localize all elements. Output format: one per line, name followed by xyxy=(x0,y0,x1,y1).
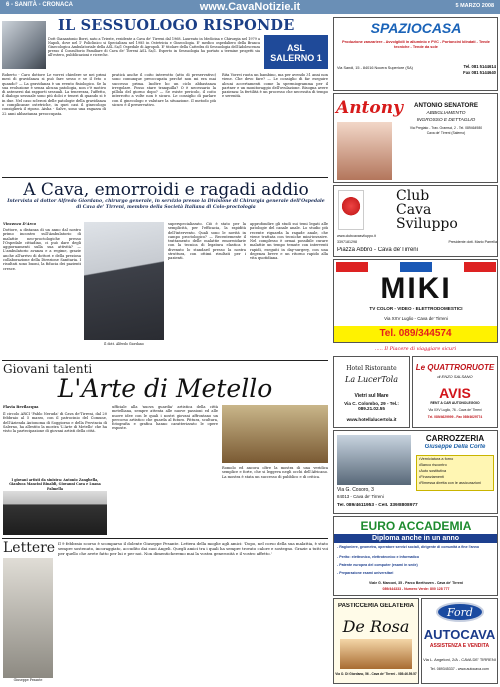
lucertola-hotel: Hotel Ristorante xyxy=(346,365,397,372)
miki-ad[interactable] xyxy=(333,259,498,343)
club-president: Presidente dott. Mario Parrella xyxy=(448,240,497,244)
course-item: - Ragioniere, geometra, operatore servizi sociali, dirigente di comunità a fine l'anno xyxy=(337,545,480,549)
senatore-model-photo xyxy=(337,122,392,180)
service-item: •Rimessa diretta con le assicurazioni xyxy=(419,481,481,485)
divider xyxy=(2,360,328,361)
club-title-3: Sviluppo xyxy=(396,216,458,232)
pasticceria-title: PASTICCERIA GELATERIA xyxy=(338,603,414,609)
asl-logo-text: ASL SALERNO 1 xyxy=(270,43,322,63)
club-tel: 3397181298 xyxy=(337,240,357,244)
autocava-address: Via L. Angeloni, 2/A - CAVA DE' TIRRENI xyxy=(423,657,496,662)
cake-photo xyxy=(340,639,412,669)
club-title-1: Club xyxy=(396,188,430,204)
ford-logo-text: Ford xyxy=(447,606,473,619)
metello-headline: L'Arte di Metello xyxy=(57,374,273,403)
euroaccademia-address: Viale G. Marconi, 35 - Parco Beethoven - Cava de' Tirreni xyxy=(369,581,463,585)
site-title[interactable]: www.CavaNotizie.it xyxy=(199,1,301,13)
metello-kicker: Giovani talenti xyxy=(3,362,93,376)
avis-address: Via XXV Luglio, 76 - Cava de' Tirreni xyxy=(428,408,482,412)
viaggiare-banner: ..... Il Piacere di viaggiare sicuri xyxy=(374,346,457,352)
club-title-2: Cava xyxy=(396,202,432,218)
spaziocasa-ad[interactable] xyxy=(333,17,498,91)
senatore-address: Via Pregiato - Trav. Gramsci, 2 - Tel. 089464980 xyxy=(409,126,483,130)
sessuologo-headline: IL SESSUOLOGO RISPONDE xyxy=(58,17,295,34)
carrozzeria-city: 84013 - Cava de' Tirreni xyxy=(337,494,384,499)
autocava-tagline: ASSISTENZA E VENDITA xyxy=(429,643,490,649)
young-artists-photo xyxy=(3,491,107,535)
carrozzeria-tel: Tel. 089/4611953 - Cell. 339/8808977 xyxy=(337,503,418,508)
divider xyxy=(2,177,328,178)
metello-photo-caption: I giovani artisti da sinistra: Antonio Zanghella, Gianluca Mancini Rinaldi, Giovanni Cava e Luana Palmella xyxy=(9,478,101,490)
sessuologo-col2: praticà anche il coito interrotto (atto di preservativo) sono comunque preoccupata perché non mi era mai successo prima. Inoltre ho un ciclo abbastanza irregolare. Posso stare tranquilla? O è necessario la pillola del giorno dopo? — Se esiste pericolo, il coito interrotto a volte non è sicuro. Le consiglio di parlare con il ginecologo e valutare la situazione. Il metodo più sicuro è il preservativo. xyxy=(112,73,216,108)
pasticceria-brand: De Rosa xyxy=(342,617,410,636)
emorroidi-col3: approfondire gli studi sui temi legati alle patologie del canale anale. Lo studio più recente riguarda la ragade anale, che viene trattata con tecniche mini-invasive. Nel complesso è ormai possibile curare malattie un tempo temute con interventi rapidi, eseguiti in day-surgery, con una degenza breve e un ritorno rapido alla vita quotidiana. xyxy=(250,222,328,261)
pasticceria-address: Via O. Di Giordano, 56 - Cava de' Tirreni - 089.46.59.57 xyxy=(335,672,417,676)
giordano-photo xyxy=(84,222,164,340)
page-section: 6 - SANITÀ - CRONACA xyxy=(6,2,73,8)
club-logo xyxy=(338,190,364,230)
emorroidi-subhead: Intervista al dottor Alfredo Giordano, chirurgo generale, in servizio presso la Divisione di Chirurgia generale dell'Ospedale di Cava de' Tirreni, membro della Società Italiana di Colo-proctologia xyxy=(7,199,325,210)
euroaccademia-ad[interactable] xyxy=(333,516,498,596)
emorroidi-byline: Vincenzo D'Arco xyxy=(3,222,36,226)
course-item: - Perito: elettronico, elettrotecnico e informatico xyxy=(337,555,420,559)
page-header xyxy=(0,0,500,14)
metello-col3: Romolo ed ancora oltre la mostra di una veridica semplice e forte, che si leggeva negli occhi dell'Africano. La mostra è stata un successo di pubblico e di critica. xyxy=(222,466,328,479)
club-url[interactable]: www.clubcavasviluppo.it xyxy=(337,234,376,238)
miki-address: Via XXV Luglio - Cava de' Tirreni xyxy=(384,316,448,321)
autocava-name: AUTOCAVA xyxy=(423,627,496,642)
sessuologo-col1: Roberto - Caro dottore Le vorrei chiedere se nei primi mesi di gravidanza si può fare sesso e se il feto o quando? — La gravidanza è un evento fisiologico. Se la sua evoluzione è senza alcuna patologia, non c'è motivo di astenersi dai rapporti sessuali. La tenerezza, l'affetto, il dialogo sessuale sono più dolci e teneri di quando si è in due. Nel caso sclerosi delle patologie della gravidanza o complicanze ostetriche, in quei casi il ginecologo consiglierà il riposo. Aisha - Salve, sono una ragazza di 22 anni abbastanza preoccupata. xyxy=(2,73,106,116)
spaziocasa-tagline: Produzione zanzariere - Avvolgibili in alluminio e PVC - Portoncini blindati - Tende tecniche - Tende da sole xyxy=(342,40,490,49)
pesante-photo xyxy=(3,558,53,678)
quattroruote-sub: di ENZO SALSANO xyxy=(437,374,473,379)
metello-col1: Il circolo ARCI 'Pablo Neruda' di Cava de'Tirreni, dal 20 febbraio al 5 marzo, con il patrocinio del Comune, dell'Azienda Autonoma di Soggiorno e della Provincia di Salerno, ha allestito la mostra 'L'Arte di Metello' che ha visto la partecipazione di giovani artisti della città. xyxy=(3,412,107,434)
miki-logo: MIKI xyxy=(380,274,452,304)
senatore-name: ANTONIO SENATORE xyxy=(414,102,478,109)
pesante-photo-caption: Giuseppe Pesante xyxy=(13,678,43,682)
euroaccademia-tel: 089/444333 - Numero Verde: 800 128 777 xyxy=(382,587,450,591)
carrozzeria-ad[interactable] xyxy=(333,430,498,514)
giordano-photo-caption: Il dott. Alfredo Giordano xyxy=(104,342,144,346)
lucertola-line2: Via C. Colombo, 29 - Tel.: 089.21.02.55 xyxy=(344,401,399,411)
club-location: Piazza Abbro - Cava de'Tirreni xyxy=(337,247,418,253)
lucertola-url[interactable]: www.hotellalucertola.it xyxy=(346,417,397,422)
carrozzeria-title: CARROZZERIA xyxy=(425,434,485,443)
avis-tel: Tel. 089/4629999 - Fax 089/4629774 xyxy=(427,415,483,419)
author-portrait xyxy=(2,21,46,69)
lucertola-ad[interactable] xyxy=(333,356,410,428)
service-item: •Verniciatura a forno xyxy=(419,457,454,461)
sessuologo-article xyxy=(2,17,330,175)
senatore-line1: ABBIGLIAMENTO xyxy=(426,111,466,116)
issue-date: 5 MARZO 2008 xyxy=(455,3,494,9)
carrozzeria-name: Giuseppe Della Corte xyxy=(424,444,486,450)
quattroruote-logo: Le QUATTRORUOTE xyxy=(415,363,495,372)
metello-col2: ufficiale alla 'nuova guardia' artistica della città metelliana, sempre attenta alle nuove passioni ed alle nuove idee con le quali i nostri giovani affrontano un percorso artistico che guarda al futuro. Pittura, scultura, fotografia e grafica hanno caratterizzato le opere esposte. xyxy=(112,405,218,431)
spaziocasa-address: Via Sandi, 15 - 84016 Nocera Superiore (SA) xyxy=(337,66,413,70)
emorroidi-headline: A Cava, emorroidi e ragadi addio xyxy=(23,180,309,200)
avis-sub: RENT A CAR AUTONOLEGGIO xyxy=(430,401,480,405)
senatore-city: Cava de' Tirreni (Salerno) xyxy=(426,131,466,135)
pasticceria-ad[interactable] xyxy=(333,598,419,684)
spaziocasa-logo: SPAZIOCASA xyxy=(370,20,462,36)
emorroidi-col1: Dottore, a distanza di un anno dal nostro primo incontro sull'Ambulatorio di malattie neo-proctologiche presso l'Ospedale cittadino, ci può dare degli aggiornamenti sulla sua attività? — L'ambulatorio avanza e a regime, grazie anche all'arrivo di dottori e della preziosa collaborazione della Direzione Sanitaria. I risultati sono buoni, la fiducia dei pazienti cresce. xyxy=(3,228,81,271)
course-item: - Patente europea del computer (esami in sede) xyxy=(337,563,418,567)
course-item: - Preparazione esami universitari xyxy=(337,571,394,575)
lucertola-line1: Vietri sul Mare xyxy=(354,393,389,399)
club-cava-ad[interactable] xyxy=(333,185,498,257)
artwork-photo xyxy=(222,405,328,463)
euroaccademia-tagline: Diploma anche in un anno xyxy=(334,534,497,543)
metello-byline: Flavia Bevilacqua xyxy=(3,405,39,409)
service-item: •Finanziamenti xyxy=(419,475,444,479)
avis-logo: AVIS xyxy=(439,385,471,401)
service-item: •Auto sostitutiva xyxy=(419,469,447,473)
spaziocasa-fax: Fax 081 5144640 xyxy=(463,70,496,75)
emorroidi-col2: superspecializzato. Ciò è stato per la semplicità, per l'efficacia, la rapidità dell'intervento. Quali sono le novità in campo proctologico? — Recentemente il trattamento delle malattie emorroidarie con la tecnica di legatura elastica è divenuto lo standard presso la nostra struttura, con ottimi risultati per i pazienti. xyxy=(168,222,246,261)
brand-logos-strip xyxy=(336,262,496,272)
divider xyxy=(2,538,328,539)
lettere-headline: Lettere xyxy=(3,540,56,556)
asl-logo xyxy=(264,35,328,69)
author-bio: Dott Gianantonio Borri, nato a Trieste, residente a Cava de' Tirreni dal 1968. Laureato in Medicina e Chirurgia nel 1979 a Napoli, dove nel 1' Policlinico si Specializza nel 1985 in Ostetricia e Ginecologia. E' medico ospedaliero della Branca Ginecologica Ambulatoriale della ASL Sa/1 Ospedale di Agropoli. E' titolare della Cattedra di Sessuologia dell'Adolescenza presso il Consultorio Familiare di Cava de' Tirreni ASL Sa/1. Esperto in Sessuologia ha portato a termine progetti sia all'estero, pubblicazioni e ricerche. xyxy=(48,37,260,58)
autocava-tel: Tel. 089345337 - www.autocava.com xyxy=(430,667,489,671)
senatore-ad[interactable] xyxy=(333,93,498,183)
service-item: •Banco riscontro xyxy=(419,463,447,467)
carrozzeria-address: Via G. Cosoro, 3 xyxy=(337,487,374,493)
antony-logo: Antony xyxy=(336,98,403,118)
sessuologo-col3: Rita Vorrei ruota un bambino, ma per avendo 31 anni non viene. Che devo fare? — Le consiglio di far eseguire alcuni accertamenti come la spermiogramma per il partner e un monitoraggio dell'ovulazione. Bisogna avere pazienza: la fertilità è un processo che necessita di tempo e serenità. xyxy=(222,73,328,99)
lucertola-brand: La LucerTola xyxy=(345,375,398,384)
lettere-body: Il 9 febbraio scorso è scomparso il dolente Giuseppe Pesante. Lettera della moglie agli amici: 'Dopo, nel corso della sua malattia, è stato sempre sostenuto, incoraggiato, accudito dai suoi Angeli. Quegli amici tra i quali ha sempre trovato calore e sostegno. Grazie a tutti voi per quello che avete fatto per lui e per noi. Non dimenticheremo mai la vostra generosità e il vostro affetto.' xyxy=(58,542,328,556)
miki-tagline: TV COLOR - VIDEO - ELETTRODOMESTICI xyxy=(369,306,463,311)
ford-logo xyxy=(436,602,484,622)
car-photo xyxy=(337,435,411,485)
carrozzeria-services xyxy=(416,455,494,491)
miki-tel: Tel. 089/344574 xyxy=(334,326,497,342)
euroaccademia-logo: EURO ACCADEMIA xyxy=(360,519,472,533)
spaziocasa-tel: Tel. 081 5144614 xyxy=(463,64,496,69)
senatore-line2: INGROSSO E DETTAGLIO xyxy=(416,118,476,123)
quattroruote-ad[interactable] xyxy=(412,356,498,428)
autocava-ad[interactable] xyxy=(421,598,498,684)
